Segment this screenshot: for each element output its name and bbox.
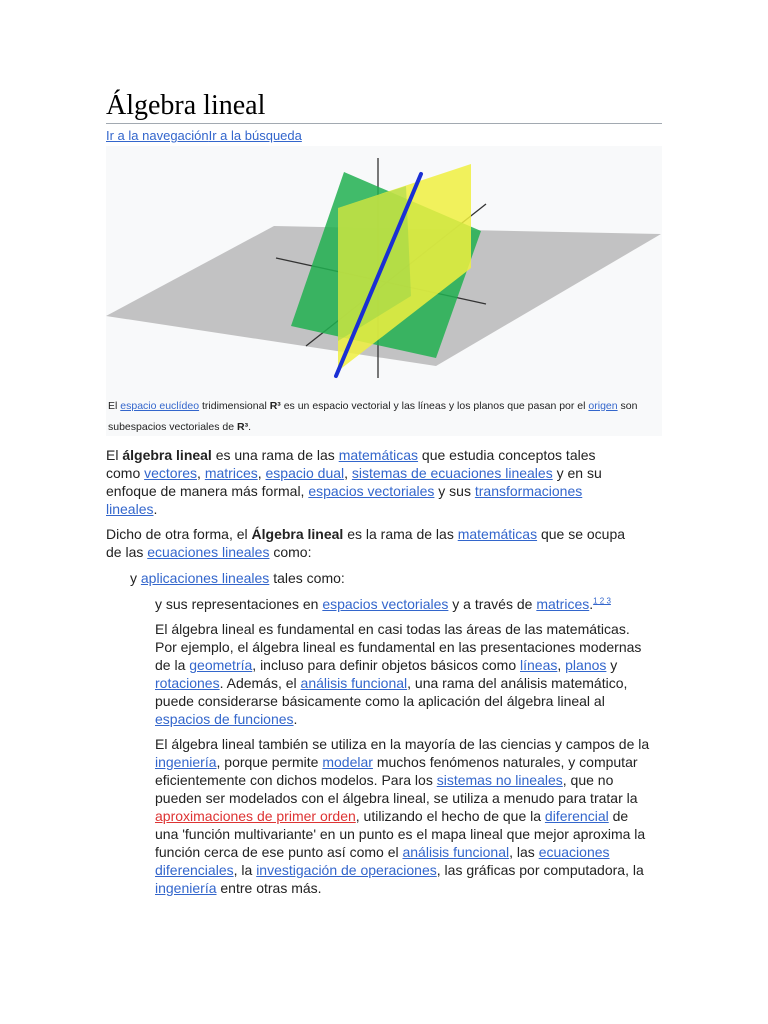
caption-r3: R³ — [237, 421, 249, 433]
rotaciones-link[interactable]: rotaciones — [155, 675, 220, 691]
paragraph-representaciones: y sus representaciones en espacios vectoriales y a través de matrices.$^{1 2 3}$ — [155, 596, 611, 612]
espacio-dual-link[interactable]: espacio dual — [265, 465, 345, 481]
espacios-vectoriales-link-2[interactable]: espacios vectoriales — [322, 596, 449, 612]
investigacion-operaciones-link[interactable]: investigación de operaciones — [256, 862, 437, 878]
transformaciones-lineales-link[interactable]: transformaciones lineales — [106, 483, 583, 517]
paragraph-fundamental: El álgebra lineal es fundamental en casi todas las áreas de las matemáticas. Por ejemplo, el álgebra lineal es fundamental en las presentaciones modernas de la geometría, incluso para definir objetos básicos como líneas, planos y rotaciones. Además, el análisis funcional, una rama del análisis matemático, puede considerarse básicamente como la aplicación del álgebra lineal al espacios de funciones. — [155, 621, 642, 727]
analisis-funcional-link-2[interactable]: análisis funcional — [402, 844, 510, 860]
figure-caption — [108, 396, 658, 438]
matematicas-link-2[interactable]: matemáticas — [457, 526, 538, 542]
paragraph-definition: Dicho de otra forma, el Álgebra lineal es la rama de las matemáticas que se ocupa de las ecuaciones lineales como: — [106, 526, 626, 560]
references-link[interactable]: 1 2 3 — [593, 596, 611, 606]
caption-r3: R³ — [269, 400, 281, 412]
ecuaciones-diferenciales-link[interactable]: ecuaciones diferenciales — [155, 844, 610, 878]
sistemas-no-lineales-link[interactable]: sistemas no lineales — [436, 772, 563, 788]
aplicaciones-lineales-link[interactable]: aplicaciones lineales — [140, 570, 270, 586]
vectores-link[interactable]: vectores — [144, 465, 198, 481]
goto-search-link[interactable]: Ir a la búsqueda — [208, 128, 302, 143]
caption-text: tridimensional — [199, 400, 270, 412]
r3-illustration — [106, 146, 662, 396]
matrices-link-2[interactable]: matrices — [536, 596, 590, 612]
lineas-link[interactable]: líneas — [520, 657, 558, 673]
caption-text: El — [108, 400, 121, 412]
espacios-vectoriales-link[interactable]: espacios vectoriales — [308, 483, 435, 499]
title-divider — [106, 123, 662, 124]
geometria-link[interactable]: geometría — [189, 657, 253, 673]
aproximaciones-primer-orden-link[interactable]: aproximaciones de primer orden — [155, 808, 356, 824]
caption-text: es un espacio vectorial y las líneas y los planos que pasan por el — [280, 400, 589, 412]
espacios-de-funciones-link[interactable]: espacios de funciones — [155, 711, 294, 727]
paragraph-intro: El álgebra lineal es una rama de las matemáticas que estudia conceptos tales como vectores, matrices, espacio dual, sistemas de ecuaciones lineales y en su enfoque de manera más formal, espacios vectoriales y sus transformaciones lineales. — [106, 447, 602, 517]
analisis-funcional-link[interactable]: análisis funcional — [300, 675, 408, 691]
figure-r3-subspaces — [106, 146, 662, 436]
sistemas-ecuaciones-lineales-link[interactable]: sistemas de ecuaciones lineales — [351, 465, 553, 481]
page-title: Álgebra lineal — [106, 90, 266, 121]
caption-text: son subespacios vectoriales de — [108, 400, 638, 433]
planos-link[interactable]: planos — [565, 657, 607, 673]
paragraph-aplicaciones-ciencias: El álgebra lineal también se utiliza en la mayoría de las ciencias y campos de la ingeniería, porque permite modelar muchos fenómenos naturales, y computar eficientemente con dichos modelos. Para los sistemas no lineales, que no pueden ser modelados con el álgebra lineal, se utiliza a menudo para tratar la aproximaciones de primer orden, utilizando el hecho de que la diferencial de una 'función multivariante' en un punto es el mapa lineal que mejor aproxima la función cerca de ese punto así como el análisis funcional, las ecuaciones diferenciales, la investigación de operaciones, las gráficas por computadora, la ingeniería entre otras más. — [155, 736, 650, 896]
ingenieria-link[interactable]: ingeniería — [155, 754, 217, 770]
ecuaciones-lineales-link[interactable]: ecuaciones lineales — [147, 544, 270, 560]
goto-navigation-link[interactable]: Ir a la navegación — [106, 128, 209, 143]
diferencial-link[interactable]: diferencial — [544, 808, 609, 824]
caption-text: . — [248, 421, 252, 433]
skip-links — [106, 128, 302, 144]
ingenieria-link-2[interactable]: ingeniería — [155, 880, 217, 896]
matematicas-link[interactable]: matemáticas — [338, 447, 419, 463]
modelar-link[interactable]: modelar — [322, 754, 373, 770]
paragraph-aplicaciones: y aplicaciones lineales tales como: — [130, 570, 345, 586]
matrices-link[interactable]: matrices — [204, 465, 258, 481]
espacio-euclideo-link[interactable]: espacio euclídeo — [120, 400, 200, 412]
origen-link[interactable]: origen — [588, 400, 618, 412]
